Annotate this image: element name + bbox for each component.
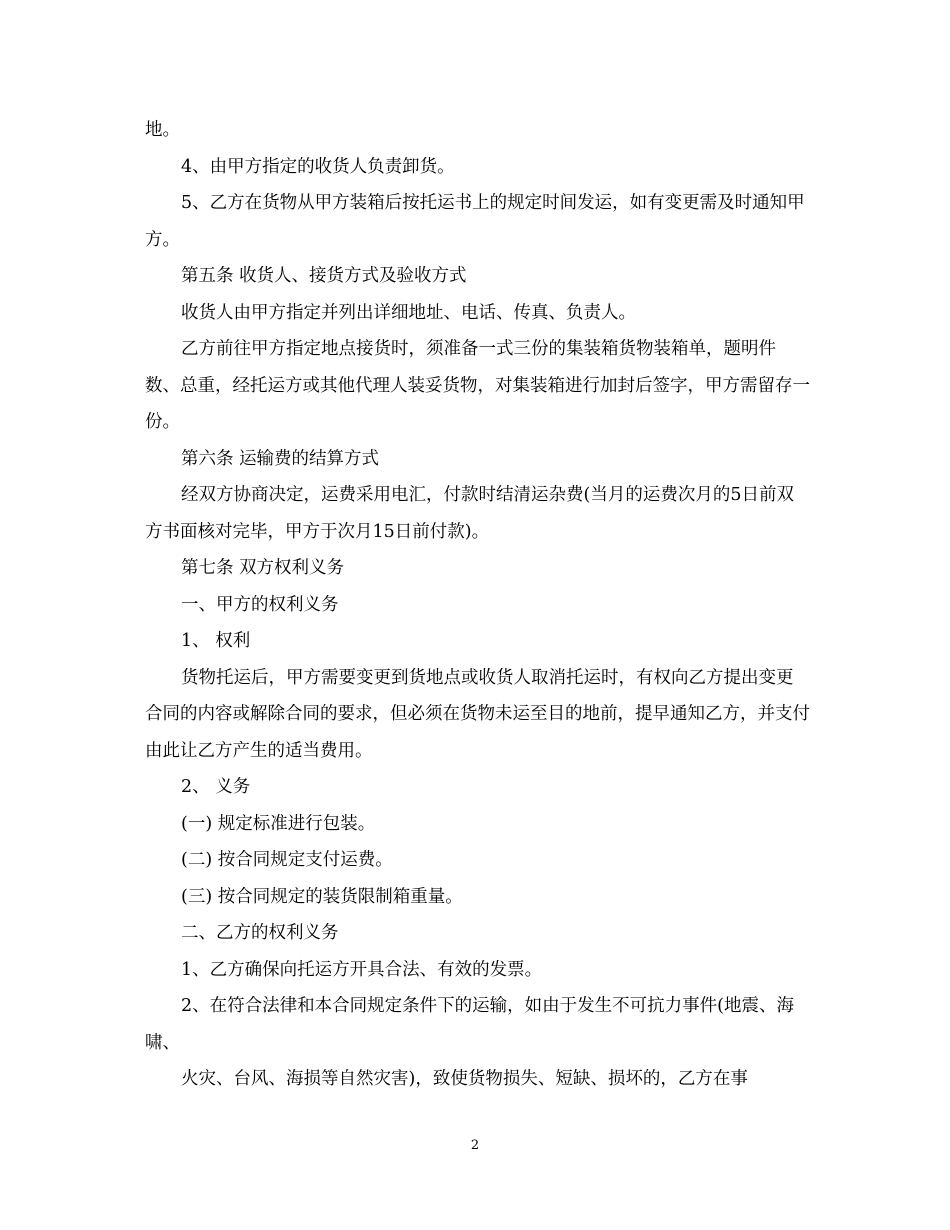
page-number: 2 — [470, 1138, 480, 1153]
document-body — [145, 112, 810, 1098]
list-item: (一) 规定标准进行包装。 — [181, 813, 376, 834]
section-heading: 第五条 收货人、接货方式及验收方式 — [181, 266, 467, 286]
paragraph: 2、在符合法律和本合同规定条件下的运输，如由于发生不可抗力事件(地震、海啸、 — [145, 996, 794, 1053]
list-item: (二) 按合同规定支付运费。 — [181, 850, 393, 870]
subsection-heading: 一、甲方的权利义务 — [181, 594, 339, 615]
subsection-heading: 二、乙方的权利义务 — [181, 923, 339, 943]
section-heading: 第七条 双方权利义务 — [181, 558, 345, 578]
paragraph: 收货人由甲方指定并列出详细地址、电话、传真、负责人。 — [181, 302, 636, 323]
list-item: (三) 按合同规定的装货限制箱重量。 — [181, 886, 463, 907]
paragraph: 1、乙方确保向托运方开具合法、有效的发票。 — [181, 959, 543, 980]
section-heading: 第六条 运输费的结算方式 — [181, 448, 380, 469]
paragraph: 乙方前往甲方指定地点接货时，须准备一式三份的集装箱货物装箱单，题明件数、总重，经托运方或其他代理人装妥货物，对集装箱进行加封后签字，甲方需留存一份。 — [145, 339, 810, 432]
subsection-heading: 2、 义务 — [181, 777, 251, 797]
paragraph: 火灾、台风、海损等自然灾害)，致使货物损失、短缺、损坏的，乙方在事 — [181, 1069, 748, 1089]
paragraph: 地。 — [145, 120, 180, 140]
paragraph: 经双方协商决定，运费采用电汇，付款时结清运杂费(当月的运费次月的5日前双方书面核对完毕，甲方于次月15日前付款)。 — [145, 485, 794, 542]
paragraph: 4、由甲方指定的收货人负责卸货。 — [181, 156, 455, 177]
subsection-heading: 1、 权利 — [181, 631, 251, 651]
paragraph: 货物托运后，甲方需要变更到货地点或收货人取消托运时，有权向乙方提出变更合同的内容或解除合同的要求，但必须在货物未运至目的地前，提早通知乙方，并支付由此让乙方产生的适当费用。 — [145, 667, 810, 761]
paragraph: 5、乙方在货物从甲方装箱后按托运书上的规定时间发运，如有变更需及时通知甲方。 — [145, 193, 805, 250]
